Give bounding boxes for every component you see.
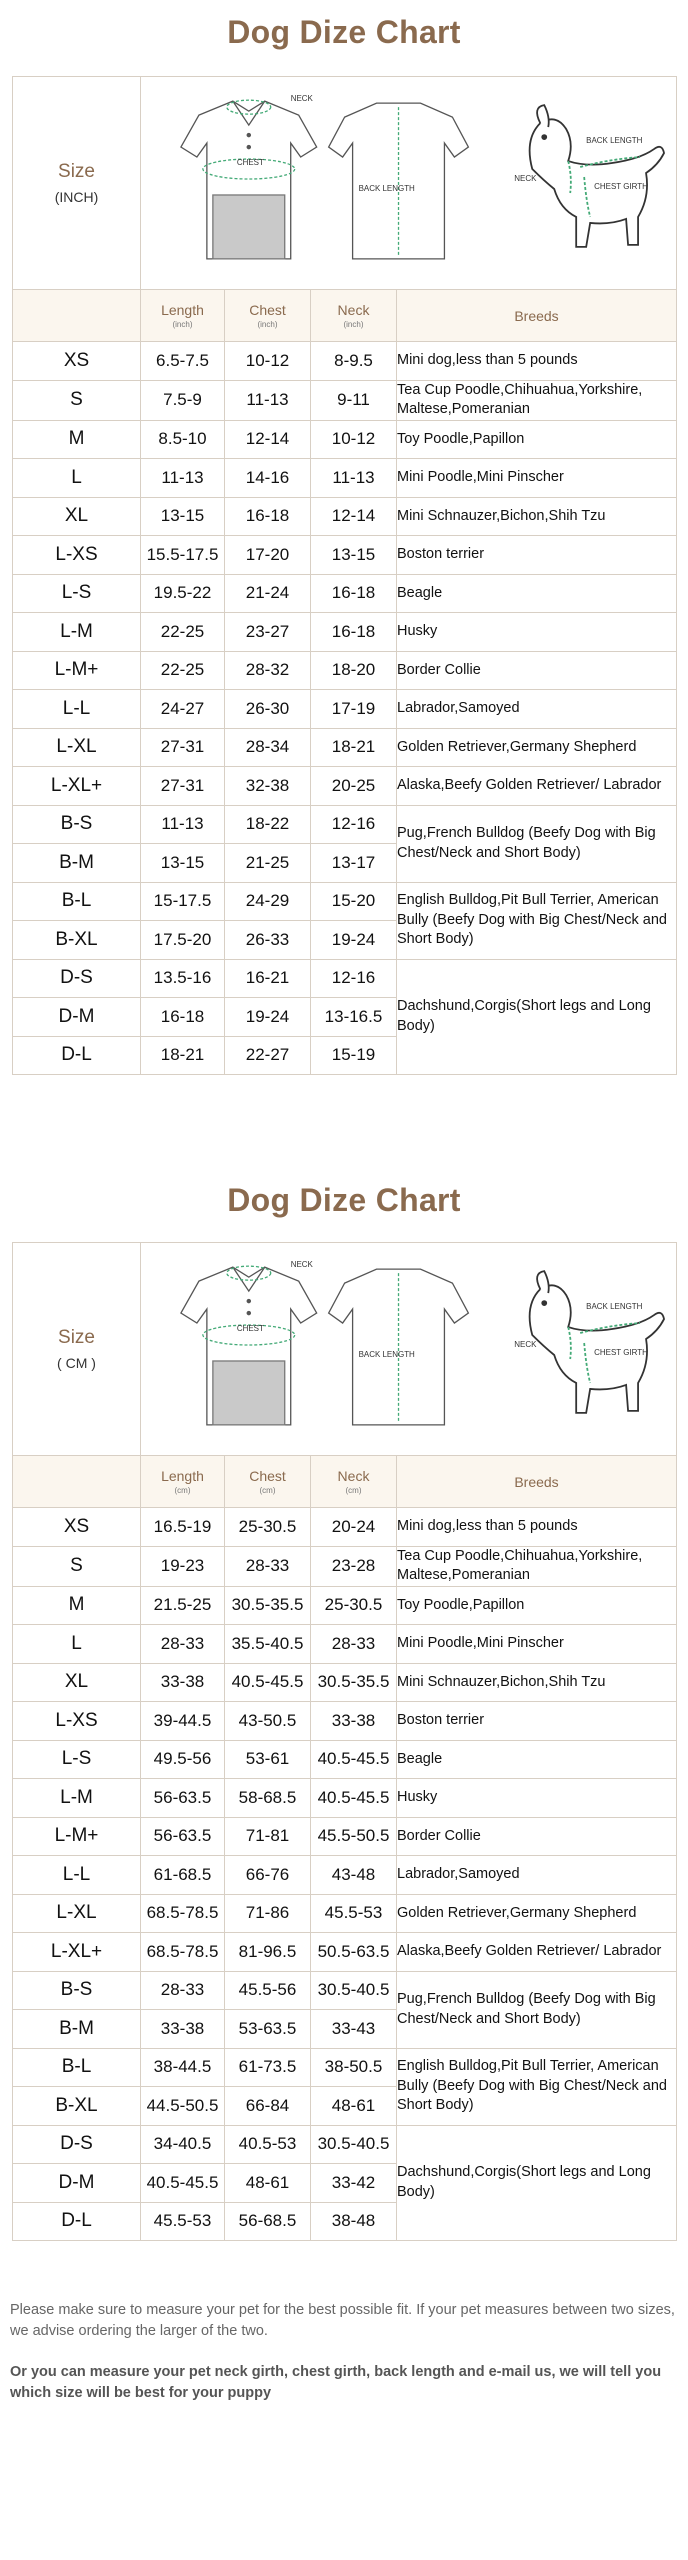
chest-cell: 24-29 — [225, 882, 311, 921]
size-cell: L-S — [13, 1740, 141, 1779]
unit-label: ( CM ) — [57, 1355, 96, 1371]
chest-cell: 40.5-45.5 — [225, 1663, 311, 1702]
breed-cell: English Bulldog,Pit Bull Terrier, American Bully (Beefy Dog with Big Chest/Neck and Short Body) — [397, 2048, 677, 2125]
back-length-shirt-label: BACK LENGTH — [358, 183, 415, 193]
neck-cell: 15-19 — [311, 1036, 397, 1075]
breed-cell: Mini Poodle,Mini Pinscher — [397, 1625, 677, 1664]
length-cell: 13-15 — [141, 497, 225, 536]
table-row — [13, 882, 677, 921]
neck-cell: 40.5-45.5 — [311, 1779, 397, 1818]
size-cell: B-M — [13, 2010, 141, 2049]
size-cell: S — [13, 1546, 141, 1586]
breed-cell: Border Collie — [397, 651, 677, 690]
neck-cell: 33-43 — [311, 2010, 397, 2049]
chest-cell: 22-27 — [225, 1036, 311, 1075]
size-cell: S — [13, 380, 141, 420]
size-cell: L-XS — [13, 536, 141, 575]
table-header-row — [13, 290, 677, 342]
length-cell: 22-25 — [141, 613, 225, 652]
size-cell: L — [13, 459, 141, 498]
neck-cell: 12-16 — [311, 959, 397, 998]
size-cell: L-L — [13, 1856, 141, 1895]
length-cell: 56-63.5 — [141, 1779, 225, 1818]
length-cell: 33-38 — [141, 2010, 225, 2049]
neck-cell: 30.5-40.5 — [311, 2125, 397, 2164]
size-cell: L-S — [13, 574, 141, 613]
size-table-inch — [12, 76, 677, 1075]
header-breeds: Breeds — [397, 1456, 677, 1508]
size-cell: L-M — [13, 1779, 141, 1818]
neck-label: NECK — [290, 1260, 313, 1270]
table-row — [13, 574, 677, 613]
table-row — [13, 1894, 677, 1933]
table-row — [13, 1817, 677, 1856]
neck-cell: 38-48 — [311, 2202, 397, 2241]
chest-cell: 26-33 — [225, 921, 311, 960]
size-cell: D-L — [13, 1036, 141, 1075]
chest-cell: 21-24 — [225, 574, 311, 613]
breed-cell: Labrador,Samoyed — [397, 690, 677, 729]
length-cell: 68.5-78.5 — [141, 1933, 225, 1972]
length-cell: 33-38 — [141, 1663, 225, 1702]
length-cell: 28-33 — [141, 1625, 225, 1664]
size-cell: L-XL+ — [13, 767, 141, 806]
size-cell: D-M — [13, 998, 141, 1037]
breed-cell: English Bulldog,Pit Bull Terrier, American Bully (Beefy Dog with Big Chest/Neck and Short Body) — [397, 882, 677, 959]
neck-cell: 45.5-53 — [311, 1894, 397, 1933]
size-cell: M — [13, 1586, 141, 1625]
size-cell: B-S — [13, 1971, 141, 2010]
table-row — [13, 420, 677, 459]
header-chest: Chest (cm) — [225, 1456, 311, 1508]
chest-cell: 16-18 — [225, 497, 311, 536]
size-cell: B-XL — [13, 921, 141, 960]
chest-girth-label: CHEST GIRTH — [594, 1347, 648, 1357]
chest-cell: 19-24 — [225, 998, 311, 1037]
length-cell: 6.5-7.5 — [141, 342, 225, 381]
table-row — [13, 1971, 677, 2010]
chest-cell: 14-16 — [225, 459, 311, 498]
size-label-cell — [13, 1243, 141, 1456]
neck-cell: 8-9.5 — [311, 342, 397, 381]
neck-cell: 23-28 — [311, 1546, 397, 1586]
size-cell: XS — [13, 342, 141, 381]
breed-cell: Mini Poodle,Mini Pinscher — [397, 459, 677, 498]
table-row — [13, 1933, 677, 1972]
breed-cell: Husky — [397, 1779, 677, 1818]
neck-cell: 20-25 — [311, 767, 397, 806]
size-cell: D-S — [13, 959, 141, 998]
size-cell: D-S — [13, 2125, 141, 2164]
chart-title-inch: Dog Dize Chart — [227, 14, 461, 50]
size-cell: L — [13, 1625, 141, 1664]
header-neck: Neck (cm) — [311, 1456, 397, 1508]
table-row — [13, 342, 677, 381]
size-cell: XL — [13, 1663, 141, 1702]
size-cell: B-L — [13, 882, 141, 921]
size-cell: B-S — [13, 805, 141, 844]
breed-cell: Dachshund,Corgis(Short legs and Long Body) — [397, 959, 677, 1075]
length-cell: 61-68.5 — [141, 1856, 225, 1895]
size-cell: L-M+ — [13, 1817, 141, 1856]
neck-cell: 25-30.5 — [311, 1586, 397, 1625]
neck-cell: 9-11 — [311, 380, 397, 420]
breed-cell: Mini Schnauzer,Bichon,Shih Tzu — [397, 1663, 677, 1702]
chest-cell: 28-34 — [225, 728, 311, 767]
breed-cell: Mini Schnauzer,Bichon,Shih Tzu — [397, 497, 677, 536]
header-chest: Chest (inch) — [225, 290, 311, 342]
size-cell: XS — [13, 1508, 141, 1547]
dog-icon — [530, 105, 664, 247]
table-header-row — [13, 1456, 677, 1508]
length-cell: 40.5-45.5 — [141, 2164, 225, 2203]
chest-cell: 26-30 — [225, 690, 311, 729]
chest-cell: 30.5-35.5 — [225, 1586, 311, 1625]
breed-cell: Golden Retriever,Germany Shepherd — [397, 728, 677, 767]
neck-cell: 16-18 — [311, 574, 397, 613]
header-neck: Neck (inch) — [311, 290, 397, 342]
chest-cell: 81-96.5 — [225, 1933, 311, 1972]
neck-cell: 33-42 — [311, 2164, 397, 2203]
size-label-cell — [13, 77, 141, 290]
neck-cell: 33-38 — [311, 1702, 397, 1741]
chest-cell: 25-30.5 — [225, 1508, 311, 1547]
unit-label: (INCH) — [54, 189, 99, 205]
breed-cell: Dachshund,Corgis(Short legs and Long Body) — [397, 2125, 677, 2241]
size-label: Size — [58, 161, 95, 182]
back-length-dog-label: BACK LENGTH — [586, 1302, 643, 1312]
length-cell: 18-21 — [141, 1036, 225, 1075]
measure-email-note: Or you can measure your pet neck girth, chest girth, back length and e-mail us, we will tell you which size will be best for your puppy — [10, 2364, 662, 2402]
back-length-dog-label: BACK LENGTH — [586, 136, 643, 146]
breed-cell: Pug,French Bulldog (Beefy Dog with Big Chest/Neck and Short Body) — [397, 805, 677, 882]
neck-cell: 38-50.5 — [311, 2048, 397, 2087]
chest-cell: 40.5-53 — [225, 2125, 311, 2164]
breed-cell: Husky — [397, 613, 677, 652]
chest-girth-label: CHEST GIRTH — [594, 181, 648, 191]
shirt-back-icon — [329, 1269, 469, 1425]
size-cell: L-XS — [13, 1702, 141, 1741]
chest-cell: 23-27 — [225, 613, 311, 652]
breed-cell: Alaska,Beefy Golden Retriever/ Labrador — [397, 767, 677, 806]
length-cell: 27-31 — [141, 728, 225, 767]
size-cell: L-M — [13, 613, 141, 652]
size-cell: L-L — [13, 690, 141, 729]
neck-cell: 48-61 — [311, 2087, 397, 2126]
chest-cell: 43-50.5 — [225, 1702, 311, 1741]
measurement-illustration — [141, 1243, 676, 1455]
neck-cell: 13-16.5 — [311, 998, 397, 1037]
table-row — [13, 1740, 677, 1779]
table-row — [13, 1508, 677, 1547]
table-row — [13, 1663, 677, 1702]
table-row — [13, 1702, 677, 1741]
breed-cell: Mini dog,less than 5 pounds — [397, 1508, 677, 1547]
header-blank — [13, 290, 141, 342]
header-length: Length (inch) — [141, 290, 225, 342]
chest-label: CHEST — [236, 1324, 264, 1334]
breed-cell: Tea Cup Poodle,Chihuahua,Yorkshire, Maltese,Pomeranian — [397, 1546, 677, 1586]
size-cell: L-XL — [13, 1894, 141, 1933]
neck-cell: 50.5-63.5 — [311, 1933, 397, 1972]
table-row — [13, 1625, 677, 1664]
table-row — [13, 651, 677, 690]
length-cell: 7.5-9 — [141, 380, 225, 420]
neck-cell: 28-33 — [311, 1625, 397, 1664]
breed-cell: Toy Poodle,Papillon — [397, 1586, 677, 1625]
length-cell: 15.5-17.5 — [141, 536, 225, 575]
neck-cell: 19-24 — [311, 921, 397, 960]
breed-cell: Boston terrier — [397, 536, 677, 575]
size-cell: D-L — [13, 2202, 141, 2241]
chest-cell: 10-12 — [225, 342, 311, 381]
length-cell: 27-31 — [141, 767, 225, 806]
length-cell: 68.5-78.5 — [141, 1894, 225, 1933]
measurement-illustration — [141, 77, 676, 289]
size-label: Size — [58, 1327, 95, 1348]
chest-cell: 32-38 — [225, 767, 311, 806]
neck-cell: 20-24 — [311, 1508, 397, 1547]
length-cell: 21.5-25 — [141, 1586, 225, 1625]
back-length-shirt-label: BACK LENGTH — [358, 1349, 415, 1359]
table-row — [13, 536, 677, 575]
neck-cell: 18-21 — [311, 728, 397, 767]
shirt-front-icon — [181, 1266, 317, 1425]
neck-cell: 43-48 — [311, 1856, 397, 1895]
neck-cell: 16-18 — [311, 613, 397, 652]
chest-cell: 17-20 — [225, 536, 311, 575]
chest-cell: 28-33 — [225, 1546, 311, 1586]
breed-cell: Labrador,Samoyed — [397, 1856, 677, 1895]
table-row — [13, 380, 677, 420]
size-cell: L-XL — [13, 728, 141, 767]
neck-dog-label: NECK — [514, 1340, 537, 1350]
diagram-row — [13, 77, 677, 290]
breed-cell: Mini dog,less than 5 pounds — [397, 342, 677, 381]
chest-cell: 66-84 — [225, 2087, 311, 2126]
measurement-diagram — [141, 1243, 677, 1456]
chest-cell: 56-68.5 — [225, 2202, 311, 2241]
size-cell: L-M+ — [13, 651, 141, 690]
header-breeds: Breeds — [397, 290, 677, 342]
neck-cell: 30.5-35.5 — [311, 1663, 397, 1702]
length-cell: 16-18 — [141, 998, 225, 1037]
chest-label: CHEST — [236, 158, 264, 168]
neck-cell: 45.5-50.5 — [311, 1817, 397, 1856]
length-cell: 45.5-53 — [141, 2202, 225, 2241]
neck-cell: 10-12 — [311, 420, 397, 459]
chest-cell: 53-61 — [225, 1740, 311, 1779]
length-cell: 44.5-50.5 — [141, 2087, 225, 2126]
dog-icon — [530, 1271, 664, 1413]
chest-cell: 61-73.5 — [225, 2048, 311, 2087]
diagram-row — [13, 1243, 677, 1456]
size-cell: B-XL — [13, 2087, 141, 2126]
neck-cell: 30.5-40.5 — [311, 1971, 397, 2010]
neck-cell: 12-14 — [311, 497, 397, 536]
table-row — [13, 1856, 677, 1895]
breed-cell: Toy Poodle,Papillon — [397, 420, 677, 459]
breed-cell: Golden Retriever,Germany Shepherd — [397, 1894, 677, 1933]
table-row — [13, 459, 677, 498]
length-cell: 17.5-20 — [141, 921, 225, 960]
chest-cell: 71-81 — [225, 1817, 311, 1856]
chest-cell: 45.5-56 — [225, 1971, 311, 2010]
length-cell: 19-23 — [141, 1546, 225, 1586]
table-row — [13, 1586, 677, 1625]
chest-cell: 71-86 — [225, 1894, 311, 1933]
chest-cell: 28-32 — [225, 651, 311, 690]
breed-cell: Pug,French Bulldog (Beefy Dog with Big Chest/Neck and Short Body) — [397, 1971, 677, 2048]
measurement-diagram — [141, 77, 677, 290]
fit-advice-note: Please make sure to measure your pet for the best possible fit. If your pet measures between two sizes, we advise ordering the larger of the two. — [10, 2302, 675, 2340]
length-cell: 13.5-16 — [141, 959, 225, 998]
size-cell: B-M — [13, 844, 141, 883]
length-cell: 8.5-10 — [141, 420, 225, 459]
chest-cell: 53-63.5 — [225, 2010, 311, 2049]
length-cell: 11-13 — [141, 459, 225, 498]
table-row — [13, 1779, 677, 1818]
size-cell: B-L — [13, 2048, 141, 2087]
shirt-front-icon — [181, 100, 317, 259]
neck-cell: 18-20 — [311, 651, 397, 690]
length-cell: 28-33 — [141, 1971, 225, 2010]
chest-cell: 21-25 — [225, 844, 311, 883]
length-cell: 38-44.5 — [141, 2048, 225, 2087]
table-row — [13, 497, 677, 536]
header-blank — [13, 1456, 141, 1508]
length-cell: 22-25 — [141, 651, 225, 690]
chest-cell: 58-68.5 — [225, 1779, 311, 1818]
chest-cell: 11-13 — [225, 380, 311, 420]
size-cell: M — [13, 420, 141, 459]
size-table-cm — [12, 1242, 677, 2241]
chest-cell: 12-14 — [225, 420, 311, 459]
neck-cell: 11-13 — [311, 459, 397, 498]
length-cell: 49.5-56 — [141, 1740, 225, 1779]
breed-cell: Beagle — [397, 1740, 677, 1779]
breed-cell: Tea Cup Poodle,Chihuahua,Yorkshire, Maltese,Pomeranian — [397, 380, 677, 420]
length-cell: 34-40.5 — [141, 2125, 225, 2164]
size-cell: L-XL+ — [13, 1933, 141, 1972]
chest-cell: 35.5-40.5 — [225, 1625, 311, 1664]
table-row — [13, 959, 677, 998]
table-row — [13, 1546, 677, 1586]
header-length: Length (cm) — [141, 1456, 225, 1508]
table-row — [13, 805, 677, 844]
length-cell: 24-27 — [141, 690, 225, 729]
length-cell: 13-15 — [141, 844, 225, 883]
neck-label: NECK — [290, 94, 313, 104]
chest-cell: 18-22 — [225, 805, 311, 844]
breed-cell: Border Collie — [397, 1817, 677, 1856]
table-row — [13, 728, 677, 767]
neck-cell: 17-19 — [311, 690, 397, 729]
neck-cell: 13-15 — [311, 536, 397, 575]
length-cell: 19.5-22 — [141, 574, 225, 613]
table-row — [13, 613, 677, 652]
table-row — [13, 690, 677, 729]
neck-cell: 13-17 — [311, 844, 397, 883]
length-cell: 11-13 — [141, 805, 225, 844]
breed-cell: Alaska,Beefy Golden Retriever/ Labrador — [397, 1933, 677, 1972]
table-row — [13, 2048, 677, 2087]
length-cell: 39-44.5 — [141, 1702, 225, 1741]
chest-cell: 16-21 — [225, 959, 311, 998]
table-row — [13, 2125, 677, 2164]
neck-cell: 40.5-45.5 — [311, 1740, 397, 1779]
chest-cell: 48-61 — [225, 2164, 311, 2203]
length-cell: 56-63.5 — [141, 1817, 225, 1856]
length-cell: 16.5-19 — [141, 1508, 225, 1547]
breed-cell: Boston terrier — [397, 1702, 677, 1741]
neck-cell: 15-20 — [311, 882, 397, 921]
neck-dog-label: NECK — [514, 174, 537, 184]
breed-cell: Beagle — [397, 574, 677, 613]
chart-title-cm: Dog Dize Chart — [227, 1182, 461, 1218]
length-cell: 15-17.5 — [141, 882, 225, 921]
table-row — [13, 767, 677, 806]
shirt-back-icon — [329, 103, 469, 259]
neck-cell: 12-16 — [311, 805, 397, 844]
size-cell: XL — [13, 497, 141, 536]
chest-cell: 66-76 — [225, 1856, 311, 1895]
size-cell: D-M — [13, 2164, 141, 2203]
